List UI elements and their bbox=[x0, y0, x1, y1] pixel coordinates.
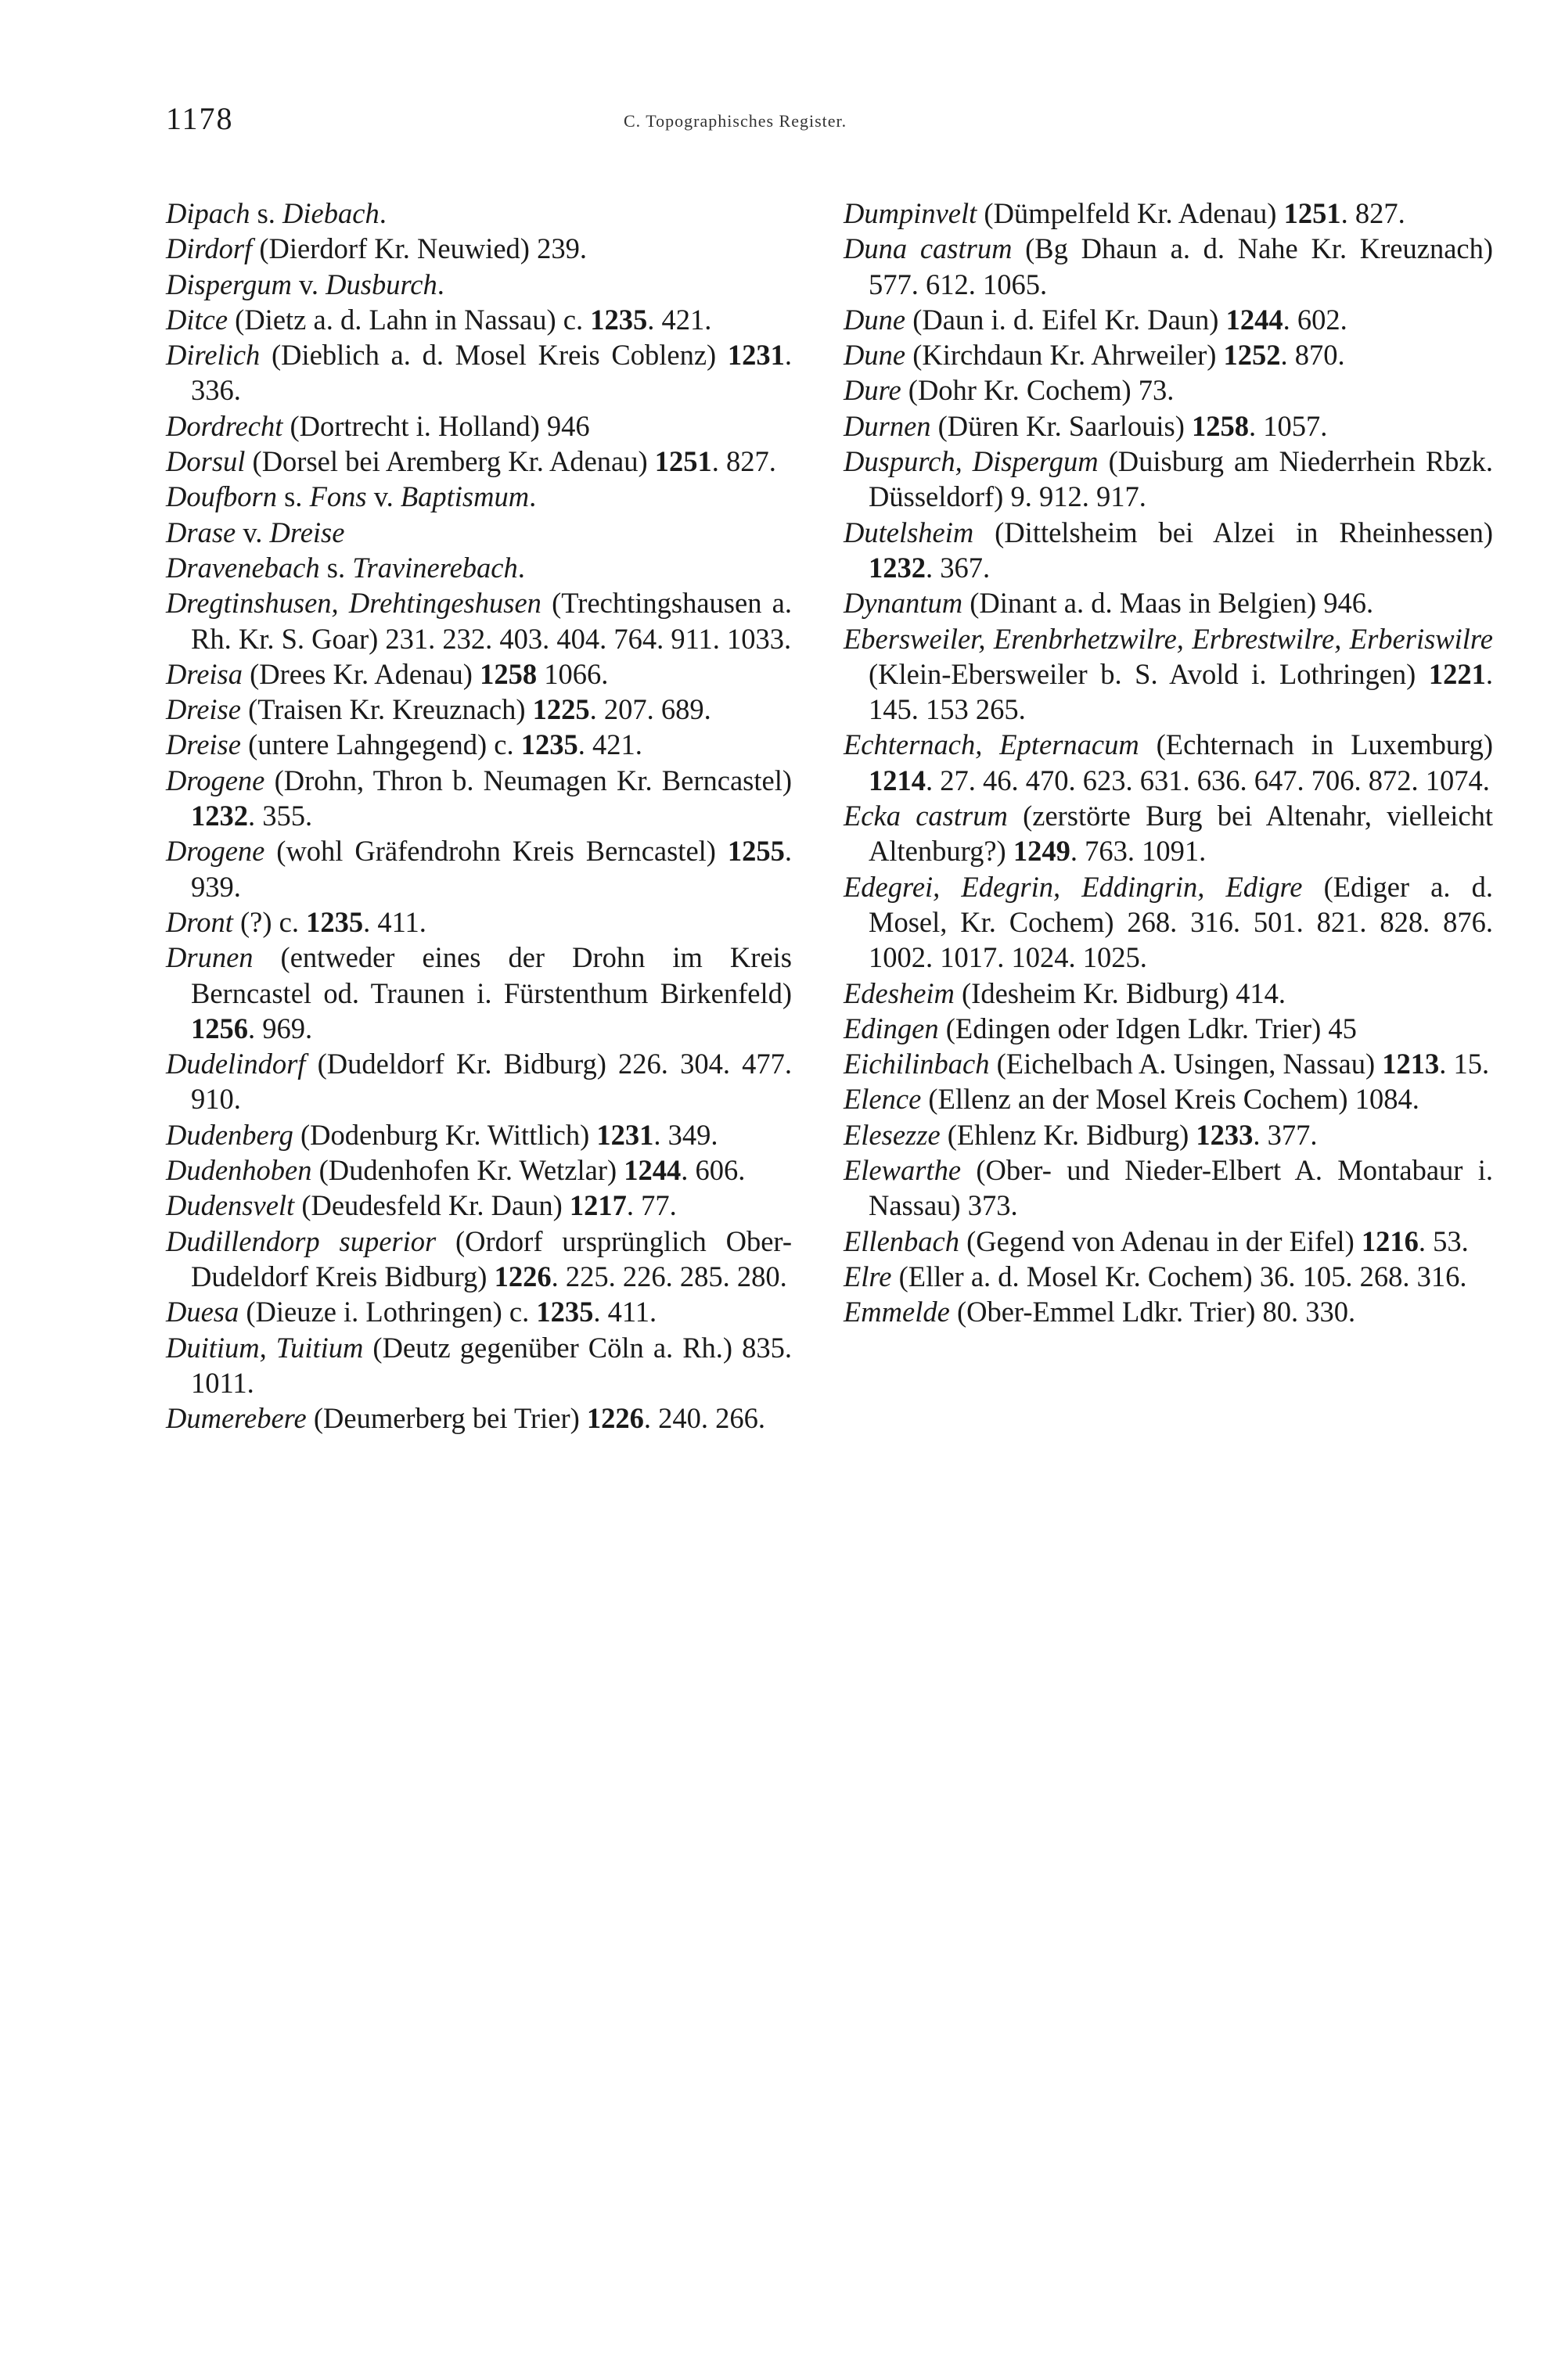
entry-text: (Edingen oder Idgen Ldkr. Trier) 45 bbox=[938, 1012, 1357, 1044]
entry-headword: Dudensvelt bbox=[166, 1189, 295, 1222]
register-entry bbox=[166, 408, 792, 444]
right-column bbox=[844, 196, 1493, 1330]
register-entry bbox=[166, 267, 792, 302]
register-entry bbox=[166, 656, 792, 692]
register-entry bbox=[166, 692, 792, 727]
entry-headword: Ecka castrum bbox=[844, 800, 1008, 832]
entry-text: (Daun i. d. Eifel Kr. Daun) 1244. 602. bbox=[905, 303, 1347, 336]
entry-headword: Drogene bbox=[166, 764, 265, 796]
register-entry bbox=[166, 763, 792, 834]
entry-text: (Dodenburg Kr. Wittlich) 1231. 349. bbox=[293, 1118, 718, 1151]
entry-text: (Dortrecht i. Holland) 946 bbox=[282, 409, 590, 442]
register-entry bbox=[844, 1259, 1493, 1294]
entry-headword: Ellenbach bbox=[844, 1224, 959, 1257]
entry-text: (Drohn, Thron b. Neumagen Kr. Berncastel) 1232. 355. bbox=[191, 764, 792, 832]
entry-text: s. Diebach. bbox=[250, 197, 387, 229]
entry-text: (Bg Dhaun a. d. Nahe Kr. Kreuznach) 577. 612. 1065. bbox=[869, 232, 1494, 300]
register-entry bbox=[166, 1294, 792, 1329]
register-entry bbox=[844, 1081, 1493, 1116]
register-entry bbox=[844, 337, 1493, 372]
entry-text: (Kirchdaun Kr. Ahrweiler) 1252. 870. bbox=[905, 339, 1345, 372]
entry-text: (Ober- und Nieder-Elbert A. Montabaur i. Nassau) 373. bbox=[869, 1154, 1493, 1222]
entry-text: (Eichelbach A. Usingen, Nassau) 1213. 15. bbox=[989, 1048, 1490, 1080]
entry-headword: Dravenebach bbox=[166, 551, 320, 584]
register-entry bbox=[166, 337, 792, 408]
register-entry bbox=[844, 1011, 1493, 1046]
entry-headword: Drunen bbox=[166, 941, 254, 974]
entry-text: (Deumerberg bei Trier) 1226. 240. 266. bbox=[306, 1402, 766, 1435]
entry-text: (Ober-Emmel Ldkr. Trier) 80. 330. bbox=[949, 1296, 1356, 1328]
entry-text: v. Dusburch. bbox=[291, 268, 444, 300]
register-entry bbox=[166, 231, 792, 266]
register-entry bbox=[166, 727, 792, 762]
left-column bbox=[166, 196, 792, 1436]
entry-headword: Dudenberg bbox=[166, 1118, 293, 1151]
register-entry bbox=[844, 621, 1493, 728]
entry-headword: Edesheim bbox=[844, 976, 955, 1009]
register-entry bbox=[844, 196, 1493, 231]
entry-headword: Dipach bbox=[166, 197, 250, 229]
entry-headword: Dirdorf bbox=[166, 232, 253, 265]
entry-headword: Dune bbox=[844, 303, 906, 336]
entry-text: (Ellenz an der Mosel Kreis Cochem) 1084. bbox=[921, 1083, 1419, 1116]
register-entry bbox=[844, 585, 1493, 620]
register-entry bbox=[166, 1330, 792, 1401]
entry-text: (Eller a. d. Mosel Kr. Cochem) 36. 105. 268. 316. bbox=[891, 1260, 1467, 1292]
register-entry bbox=[166, 550, 792, 585]
entry-headword: Drase bbox=[166, 516, 236, 548]
register-entry bbox=[166, 1117, 792, 1152]
register-entry bbox=[844, 727, 1493, 798]
running-title: C. Topographisches Register. bbox=[624, 111, 847, 131]
register-entry bbox=[166, 196, 792, 231]
entry-headword: Echternach, Epternacum bbox=[844, 728, 1139, 761]
entry-text: s. Fons v. Baptismum. bbox=[276, 480, 537, 513]
entry-headword: Drogene bbox=[166, 835, 265, 868]
entry-text: (untere Lahngegend) c. 1235. 421. bbox=[240, 728, 642, 761]
entry-text: (Deutz gegenüber Cöln a. Rh.) 835. 1011. bbox=[191, 1331, 792, 1399]
entry-text: (Gegend von Adenau in der Eifel) 1216. 53. bbox=[959, 1224, 1469, 1257]
entry-headword: Elence bbox=[844, 1083, 922, 1116]
entry-headword: Elesezze bbox=[844, 1118, 941, 1151]
entry-text: (Klein-Ebersweiler b. S. Avold i. Lothringen) 1221. 145. 153 265. bbox=[869, 657, 1493, 726]
register-entry bbox=[844, 1152, 1493, 1224]
entry-headword: Dispergum bbox=[166, 268, 292, 300]
entry-headword: Dregtinshusen, Drehtingeshusen bbox=[166, 587, 541, 620]
register-entry bbox=[166, 1224, 792, 1295]
entry-text: (Dinant a. d. Maas in Belgien) 946. bbox=[962, 587, 1374, 620]
entry-headword: Edegrei, Edegrin, Eddingrin, Edigre bbox=[844, 870, 1303, 903]
entry-text: (Dietz a. d. Lahn in Nassau) c. 1235. 421. bbox=[228, 303, 712, 336]
entry-text: (Traisen Kr. Kreuznach) 1225. 207. 689. bbox=[240, 693, 711, 726]
register-entry bbox=[166, 444, 792, 479]
entry-text: (wohl Gräfendrohn Kreis Berncastel) 1255. 939. bbox=[191, 835, 792, 903]
entry-headword: Edingen bbox=[844, 1012, 939, 1044]
register-entry bbox=[166, 585, 792, 656]
entry-text: (Düren Kr. Saarlouis) 1258. 1057. bbox=[930, 409, 1328, 442]
entry-headword: Dreisa bbox=[166, 657, 243, 690]
entry-headword: Dure bbox=[844, 374, 901, 407]
entry-text: (Dümpelfeld Kr. Adenau) 1251. 827. bbox=[977, 197, 1405, 229]
entry-text: (Dohr Kr. Cochem) 73. bbox=[901, 374, 1175, 407]
entry-headword: Dudelindorf bbox=[166, 1048, 306, 1080]
entry-headword: Duna castrum bbox=[844, 232, 1013, 265]
entry-text: (Trechtingshausen a. Rh. Kr. S. Goar) 231. 232. 403. 404. 764. 911. 1033. bbox=[191, 587, 792, 655]
entry-text: (Deudesfeld Kr. Daun) 1217. 77. bbox=[294, 1189, 677, 1222]
entry-text: s. Travinerebach. bbox=[319, 551, 525, 584]
register-entry bbox=[844, 231, 1493, 302]
entry-text: (Ediger a. d. Mosel, Kr. Cochem) 268. 316. 501. 821. 828. 876. 1002. 1017. 1024. 1025. bbox=[869, 870, 1493, 974]
entry-headword: Ditce bbox=[166, 303, 228, 336]
register-entry bbox=[166, 1152, 792, 1188]
entry-text: (Drees Kr. Adenau) 1258 1066. bbox=[243, 657, 609, 690]
entry-headword: Durnen bbox=[844, 409, 931, 442]
entry-headword: Dorsul bbox=[166, 445, 246, 478]
entry-headword: Duspurch, Dispergum bbox=[844, 445, 1099, 478]
entry-text: (Ehlenz Kr. Bidburg) 1233. 377. bbox=[940, 1118, 1318, 1151]
register-entry bbox=[844, 408, 1493, 444]
register-entry bbox=[844, 798, 1493, 869]
entry-text: (Idesheim Kr. Bidburg) 414. bbox=[954, 976, 1286, 1009]
entry-text: (Dorsel bei Aremberg Kr. Adenau) 1251. 827. bbox=[245, 445, 776, 478]
register-entry bbox=[166, 302, 792, 337]
entry-headword: Doufborn bbox=[166, 480, 277, 513]
entry-text: (Dudenhofen Kr. Wetzlar) 1244. 606. bbox=[311, 1154, 746, 1187]
register-entry bbox=[844, 372, 1493, 408]
entry-text: (Duisburg am Niederrhein Rbzk. Düsseldorf) 9. 912. 917. bbox=[869, 445, 1494, 513]
entry-text: (Dierdorf Kr. Neuwied) 239. bbox=[252, 232, 587, 265]
entry-headword: Dynantum bbox=[844, 587, 963, 620]
entry-text: v. Dreise bbox=[236, 516, 345, 548]
entry-text: (entweder eines der Drohn im Kreis Berncastel od. Traunen i. Fürstenthum Birkenfeld) 1256. 969. bbox=[191, 941, 792, 1044]
register-entry bbox=[844, 869, 1493, 976]
register-entry bbox=[166, 1400, 792, 1436]
entry-headword: Dordrecht bbox=[166, 409, 283, 442]
entry-headword: Elre bbox=[844, 1260, 892, 1292]
entry-headword: Dumerebere bbox=[166, 1402, 307, 1435]
entry-text: (Ordorf ursprünglich Ober-Dudeldorf Kreis Bidburg) 1226. 225. 226. 285. 280. bbox=[191, 1224, 792, 1292]
entry-headword: Dreise bbox=[166, 693, 241, 726]
entry-headword: Dreise bbox=[166, 728, 241, 761]
register-entry bbox=[844, 302, 1493, 337]
register-entry bbox=[166, 940, 792, 1046]
register-entry bbox=[844, 1046, 1493, 1081]
page-number: 1178 bbox=[166, 101, 234, 136]
entry-headword: Eichilinbach bbox=[844, 1048, 990, 1080]
entry-text: (?) c. 1235. 411. bbox=[232, 905, 426, 938]
entry-headword: Dumpinvelt bbox=[844, 197, 977, 229]
register-entry bbox=[166, 833, 792, 904]
register-entry bbox=[844, 1224, 1493, 1259]
page-header bbox=[166, 100, 1559, 147]
entry-headword: Dutelsheim bbox=[844, 516, 974, 548]
register-entry bbox=[844, 1117, 1493, 1152]
register-entry bbox=[844, 976, 1493, 1011]
entry-text: (Dittelsheim bei Alzei in Rheinhessen) 1232. 367. bbox=[869, 516, 1493, 584]
register-entry bbox=[166, 515, 792, 550]
entry-headword: Dront bbox=[166, 905, 233, 938]
entry-text: (Echternach in Luxemburg) 1214. 27. 46. 470. 623. 631. 636. 647. 706. 872. 1074. bbox=[869, 728, 1493, 796]
register-entry bbox=[844, 1294, 1493, 1329]
register-entry bbox=[166, 479, 792, 514]
entry-headword: Elewarthe bbox=[844, 1154, 962, 1187]
entry-headword: Duitium, Tuitium bbox=[166, 1331, 364, 1364]
entry-headword: Dudillendorp superior bbox=[166, 1224, 437, 1257]
entry-headword: Direlich bbox=[166, 339, 261, 372]
register-entry bbox=[166, 1188, 792, 1223]
register-entry bbox=[844, 444, 1493, 515]
entry-headword: Dudenhoben bbox=[166, 1154, 312, 1187]
entry-text: (Dieblich a. d. Mosel Kreis Coblenz) 1231. 336. bbox=[191, 339, 792, 407]
register-entry bbox=[166, 904, 792, 940]
register-entry bbox=[844, 515, 1493, 586]
entry-text: (Dieuze i. Lothringen) c. 1235. 411. bbox=[239, 1296, 657, 1328]
entry-headword: Dune bbox=[844, 339, 906, 372]
register-entry bbox=[166, 1046, 792, 1117]
entry-text: (Dudeldorf Kr. Bidburg) 226. 304. 477. 910. bbox=[191, 1048, 792, 1116]
entry-headword: Ebersweiler, Erenbrhetzwilre, Erbrestwilre, Erberiswilre bbox=[844, 622, 1493, 655]
entry-headword: Duesa bbox=[166, 1296, 239, 1328]
entry-text: (zerstörte Burg bei Altenahr, vielleicht Altenburg?) 1249. 763. 1091. bbox=[869, 800, 1494, 868]
entry-headword: Emmelde bbox=[844, 1296, 950, 1328]
